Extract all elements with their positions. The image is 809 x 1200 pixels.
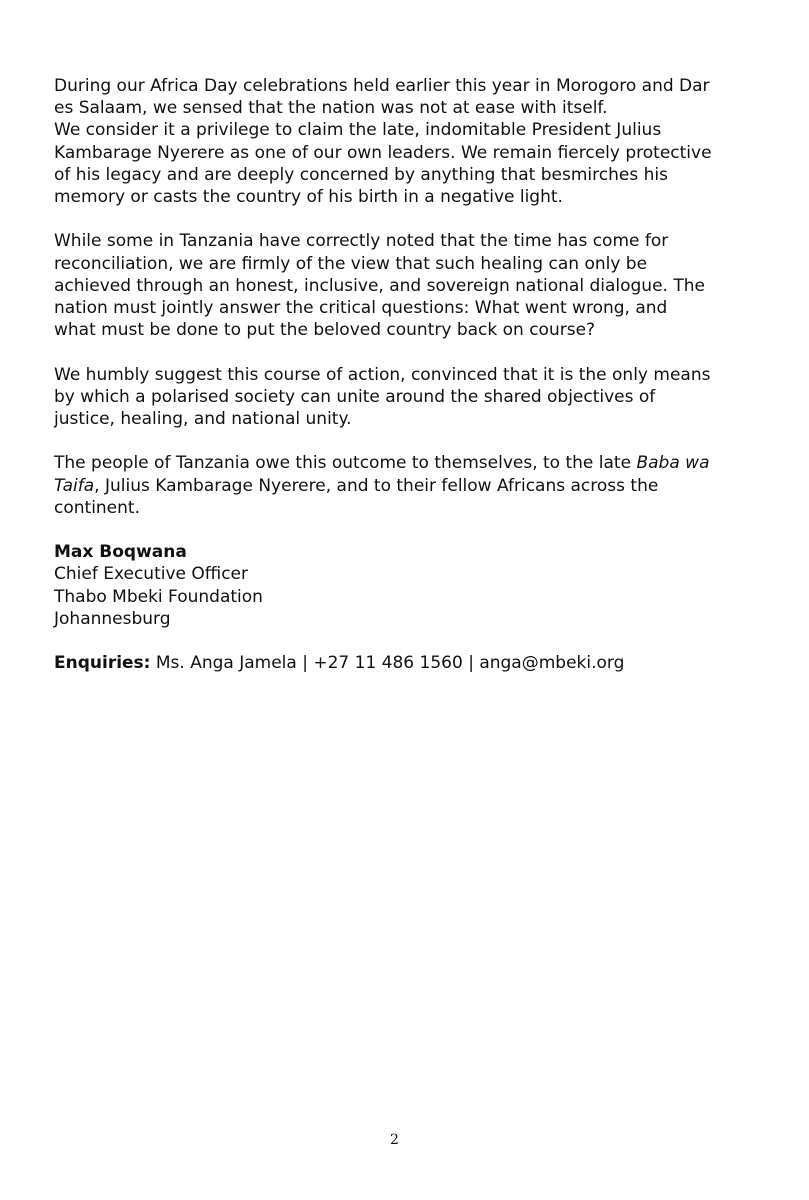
letter-body [54, 75, 754, 674]
text-line: During our Africa Day celebrations held earlier this year in Morogoro and Dar [54, 76, 710, 96]
text-line: es Salaam, we sensed that the nation was not at ease with itself. [54, 98, 608, 119]
enquiries-line [54, 652, 754, 674]
text-line: We humbly suggest this course of action, convinced that it is the only means [54, 364, 711, 385]
text-line: of his legacy and are deeply concerned by anything that besmirches his [54, 164, 668, 185]
text-segment: , Julius Kambarage Nyerere, and to their fellow Africans across the [94, 475, 659, 496]
text-line: We consider it a privilege to claim the late, indomitable President Julius [54, 120, 662, 141]
text-line: reconciliation, we are firmly of the view that such healing can only be [54, 253, 648, 274]
paragraph-africa-day [54, 75, 754, 208]
text-line: achieved through an honest, inclusive, and sovereign national dialogue. The [54, 275, 705, 296]
signature-block [54, 541, 754, 630]
text-line: While some in Tanzania have correctly noted that the time has come for [54, 231, 669, 252]
text-line: nation must jointly answer the critical questions: What went wrong, and [54, 298, 668, 319]
text-line: memory or casts the country of his birth in a negative light. [54, 187, 563, 208]
text-line: Kambarage Nyerere as one of our own leaders. We remain fiercely protective [54, 142, 712, 163]
text-segment: The people of Tanzania owe this outcome to themselves, to the late [54, 453, 637, 474]
page-number: 2 [390, 1132, 399, 1148]
paragraph-course-of-action [54, 364, 754, 431]
enquiries-label: Enquiries: [54, 653, 151, 674]
signatory-title: Chief Executive Officer [54, 564, 248, 585]
signatory-name: Max Boqwana [54, 542, 187, 563]
text-line: what must be done to put the beloved country back on course? [54, 320, 596, 341]
signatory-organization: Thabo Mbeki Foundation [54, 586, 263, 607]
signatory-city: Johannesburg [54, 608, 171, 629]
text-line [54, 475, 754, 497]
italic-text: Baba wa [636, 453, 710, 474]
italic-text: Taifa [54, 475, 95, 496]
paragraph-people-of-tanzania [54, 452, 754, 519]
text-line [54, 452, 754, 474]
paragraph-reconciliation [54, 230, 754, 341]
text-line: continent. [54, 497, 140, 518]
text-line: justice, healing, and national unity. [54, 409, 352, 430]
text-line: by which a polarised society can unite around the shared objectives of [54, 386, 656, 407]
enquiries-details: Ms. Anga Jamela | +27 11 486 1560 | anga@mbeki.org [150, 653, 625, 674]
